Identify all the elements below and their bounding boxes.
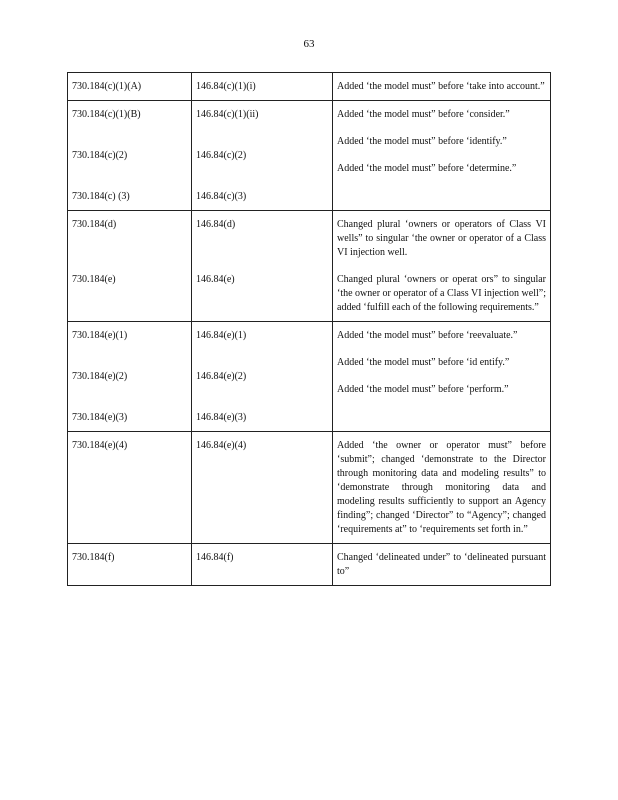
page-number: 63 <box>303 38 315 50</box>
change-description: Changed ‘delineated under” to ‘delineated pursuant to” <box>337 552 546 577</box>
change-description: Added ‘the model must” before ‘identify.” <box>337 136 507 147</box>
illinois-section: 730.184(c)(1)(A) <box>72 81 142 92</box>
federal-section: 146.84(c)(1)(i) <box>196 81 256 92</box>
change-description: Changed plural ‘owners or operators of Class VI wells” to singular ‘the owner or operator of a Class VI injection well. <box>337 219 546 258</box>
change-description-cell <box>333 101 551 211</box>
illinois-section: 730.184(e)(1) <box>72 330 128 341</box>
federal-section: 146.84(c)(3) <box>196 191 247 202</box>
change-description-cell <box>333 432 551 544</box>
federal-section: 146.84(e) <box>196 274 235 285</box>
illinois-section: 730.184(e)(4) <box>72 440 128 451</box>
federal-section: 146.84(e)(4) <box>196 440 247 451</box>
illinois-section-cell <box>68 544 192 586</box>
illinois-section-cell <box>68 101 192 211</box>
change-description: Added ‘the model must” before ‘id entify.” <box>337 357 510 368</box>
federal-section: 146.84(e)(2) <box>196 371 247 382</box>
federal-section: 146.84(f) <box>196 552 234 563</box>
table-row <box>68 322 551 432</box>
change-description: Added ‘the owner or operator must” before ‘submit”; changed ‘demonstrate to the Director through monitoring data and modeling results” to ‘demonstrate through monitoring data and modeling results sufficiently to support an Agency finding”; changed ‘Director” to “Agency”; changed ‘requirements at” to ‘requirements set forth in.” <box>337 440 546 535</box>
illinois-section: 730.184(f) <box>72 552 115 563</box>
table-row <box>68 211 551 322</box>
illinois-section: 730.184(c) (3) <box>72 191 130 202</box>
federal-section-cell <box>192 322 333 432</box>
federal-section: 146.84(e)(3) <box>196 412 247 423</box>
federal-section: 146.84(c)(2) <box>196 150 247 161</box>
comparison-table <box>67 72 551 586</box>
federal-section: 146.84(d) <box>196 219 236 230</box>
table-row <box>68 432 551 544</box>
change-description: Added ‘the model must” before ‘take into account.” <box>337 81 545 92</box>
change-description: Changed plural ‘owners or operat ors” to singular ‘the owner or operator of a Class VI injection well”; added ‘fulfill each of the following requirements.” <box>337 274 546 313</box>
illinois-section: 730.184(c)(2) <box>72 150 128 161</box>
federal-section: 146.84(e)(1) <box>196 330 247 341</box>
table-row <box>68 73 551 101</box>
table-row <box>68 544 551 586</box>
illinois-section-cell <box>68 322 192 432</box>
change-description: Added ‘the model must” before ‘determine.” <box>337 163 517 174</box>
federal-section-cell <box>192 544 333 586</box>
change-description: Added ‘the model must” before ‘consider.” <box>337 109 510 120</box>
illinois-section: 730.184(d) <box>72 219 117 230</box>
change-description-cell <box>333 211 551 322</box>
illinois-section: 730.184(e)(3) <box>72 412 128 423</box>
federal-section-cell <box>192 432 333 544</box>
illinois-section-cell <box>68 432 192 544</box>
federal-section: 146.84(c)(1)(ii) <box>196 109 259 120</box>
change-description: Added ‘the model must” before ‘reevaluate.” <box>337 330 518 341</box>
federal-section-cell <box>192 211 333 322</box>
illinois-section: 730.184(c)(1)(B) <box>72 109 141 120</box>
illinois-section: 730.184(e)(2) <box>72 371 128 382</box>
table-row <box>68 101 551 211</box>
federal-section-cell <box>192 73 333 101</box>
change-description-cell <box>333 322 551 432</box>
illinois-section-cell <box>68 73 192 101</box>
illinois-section-cell <box>68 211 192 322</box>
change-description-cell <box>333 73 551 101</box>
illinois-section: 730.184(e) <box>72 274 116 285</box>
change-description-cell <box>333 544 551 586</box>
change-description: Added ‘the model must” before ‘perform.” <box>337 384 509 395</box>
federal-section-cell <box>192 101 333 211</box>
